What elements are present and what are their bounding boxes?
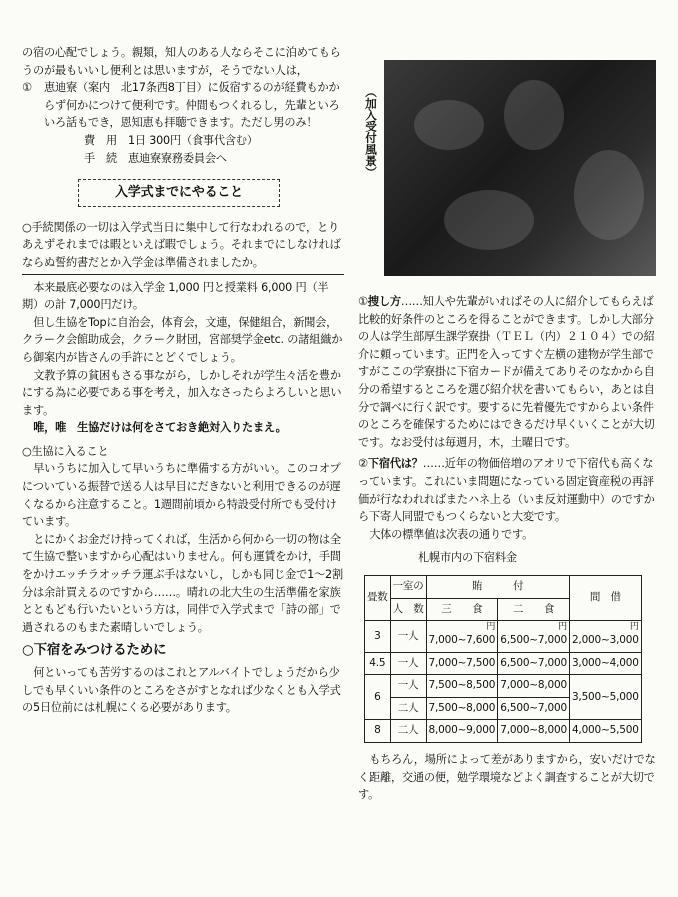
- tatami-cell: 8: [365, 720, 391, 743]
- value: 2,000~3,000: [571, 634, 639, 647]
- table-header-row: [365, 575, 642, 598]
- coop-paragraph: 早いうちに加入して早いうちに準備する方がいい。このコオプについている振替で送る人は早目にだきないと利用できるのが遅くなるから注意すること。1週間前頃から特設受付所でも受付けています。: [22, 462, 341, 529]
- tatami-cell: 3: [365, 621, 391, 653]
- two-meals-cell: 7,000~8,000: [498, 720, 570, 743]
- two-meals-cell: 6,500~7,000: [498, 652, 570, 675]
- dorm-item: [22, 79, 344, 167]
- rent-paragraph: [358, 455, 663, 525]
- procedures-paragraph: ○手続関係の一切は入学式当日に集中して行なわれるので，とりあえずそれまでは暇といえば暇でしょう。それまでにしなければならぬ誓約書だとか入学金は準備されましたか。: [22, 220, 341, 269]
- header-two-meals: 二 食: [498, 598, 570, 621]
- people-cell: 一人: [390, 621, 426, 653]
- closing-paragraph: もちろん，場所によって差がありますから，安いだけでなく距離，交通の便，勉学環境などよく調査することが大切です。: [358, 753, 656, 802]
- rent-table-title: 札幌市内の下宿料金: [418, 551, 517, 565]
- two-meals-cell: [498, 621, 570, 653]
- reception-photo: [384, 60, 656, 276]
- header-tatami: 畳数: [365, 575, 391, 620]
- people-cell: 一人: [390, 675, 426, 698]
- left-column: [22, 44, 344, 717]
- intro-paragraph: の宿の心配でしょう。親類，知人のある人ならそこに泊めてもらうのが最もいいし便利とは思いますが，そうでない人は，: [22, 46, 341, 77]
- three-meals-cell: 7,000~7,500: [426, 652, 498, 675]
- value: 6,500~7,000: [500, 634, 567, 647]
- search-method-text: ……知人や先輩がいればその人に紹介してもらえば比較的好条件のところを得ることができます。しかし大部分の人は学生部厚生課学寮掛（ＴＥＬ（内）２１０４）での紹介に頼っています。正門を入ってすぐ左横の建物が学生部ですがここの学寮掛に下宿カードが備えてありそのなかから自分の希望するところを選び紹介状を書いてもらい，あとは自分で調べに行く訳です。要するに先着優先ですからよい条件のところを確保するためにはできるだけ早くいくことが大切です。なお受付は毎週月，木，土曜日です。: [358, 295, 655, 449]
- coop-heading: ○生協に入ること: [22, 444, 109, 458]
- header-three-meals: 三 食: [426, 598, 498, 621]
- header-room-only: 間 借: [569, 575, 641, 620]
- coop-supplies-paragraph: とにかくお金だけ持ってくれば，生活から何から一切の物は全て生協で整いますから心配はいりません。何も運賃をかけ，手間をかけエッチラオッチラ運ぶ手はないし，しかも同じ金で1～2割分は余計買えるのですから……。晴れの北大生の生活準備を家族とともども行いたいという方は，同伴で入学式まで「詩の部」で過されるのもまた素晴しいでしょう。: [22, 532, 343, 634]
- table-row: [365, 652, 642, 675]
- tatami-cell: 4.5: [365, 652, 391, 675]
- item-number: ①: [358, 295, 368, 308]
- value: 7,000~7,600: [428, 634, 496, 647]
- unit-label: 円: [486, 622, 496, 633]
- rent-table: [364, 575, 642, 743]
- table-row: [365, 720, 642, 743]
- unit-label: 円: [629, 622, 639, 633]
- section-title-before-entrance: 入学式までにやること: [78, 179, 280, 207]
- unit-label: 円: [558, 622, 567, 633]
- search-method-heading: 捜し方: [367, 295, 401, 308]
- divider: [22, 274, 344, 275]
- two-meals-cell: 7,000~8,000: [498, 675, 570, 698]
- table-row: [365, 621, 642, 653]
- right-column: [358, 293, 663, 804]
- tatami-cell: 6: [365, 675, 391, 720]
- people-cell: 二人: [390, 720, 426, 743]
- header-room-occupancy-bottom: 人 数: [390, 598, 426, 621]
- dorm-description: 恵迪寮（案内 北17条西8丁目）に仮宿するのが経費もかからず何かにつけて便利です。仲間もつくれるし，先輩といろいろ話もでき，恩知恵も拝聴できます。ただし男のみ！: [44, 81, 340, 130]
- three-meals-cell: 8,000~9,000: [426, 720, 498, 743]
- lodging-paragraph: 何といっても苦労するのはこれとアルバイトでしょうだから少しでも早くいい条件のところをさがすとなれば少なくとも入学式の5日位前には札幌にくる必要があります。: [22, 666, 341, 715]
- header-meals: 賄 付: [426, 575, 569, 598]
- dorm-fee: 費 用 1日 300円（食事代含む）: [84, 133, 258, 147]
- organizations-paragraph: 但し生協をTopに自治会，体育会，文連，保健組合，新聞会，クラーク会館助成会，クラーク財団，宮部奨学金etc. の諸組織から御案内が皆さんの手許にとどくでしょう。: [22, 315, 343, 364]
- item-number: ①: [22, 81, 32, 95]
- standard-note: 大体の標準値は次表の通りです。: [369, 527, 534, 541]
- fees-paragraph: 本来最底必要なのは入学金 1,000 円と授業料 6,000 円（半期）の計 7,000円だけ。: [22, 280, 329, 312]
- room-only-cell: 4,000~5,500: [569, 720, 641, 743]
- dorm-procedure: 手 続 恵迪寮寮務委員会へ: [84, 151, 227, 165]
- item-number: ②: [358, 457, 368, 471]
- three-meals-cell: 7,500~8,000: [426, 697, 498, 720]
- lodging-section-title: ○下宿をみつけるために: [22, 642, 167, 659]
- header-room-occupancy-top: 一室の: [390, 575, 426, 598]
- people-cell: 二人: [390, 697, 426, 720]
- coop-emphasis: 唯，唯 生協だけは何をさておき絶対入りたまえ。: [33, 421, 287, 435]
- rent-text: ……近年の物価倍増のアオリで下宿代も高くなっています。これにいま問題になっている固定資産税の再評価が行なわれればまたハネ上る（いま反対運動中）のですから下寄人同盟でもつくらないと大変です。: [358, 457, 655, 524]
- search-method-paragraph: [358, 293, 663, 451]
- table-row: [365, 675, 642, 698]
- rent-heading: 下宿代は？: [367, 457, 423, 471]
- two-meals-cell: 6,500~7,000: [498, 697, 570, 720]
- room-only-cell: [569, 621, 641, 653]
- room-only-cell: 3,000~4,000: [569, 652, 641, 675]
- room-only-cell: 3,500~5,000: [569, 675, 641, 720]
- three-meals-cell: 7,500~8,500: [426, 675, 498, 698]
- three-meals-cell: [426, 621, 498, 653]
- people-cell: 一人: [390, 652, 426, 675]
- photo-caption: （加入受付風景）: [364, 86, 378, 178]
- budget-paragraph: 文教予算の貧困もさる事ながら，しかしそれが学生々活を豊かにする為に必要である事を考え，加入なさったらよろしいと思います。: [22, 368, 342, 417]
